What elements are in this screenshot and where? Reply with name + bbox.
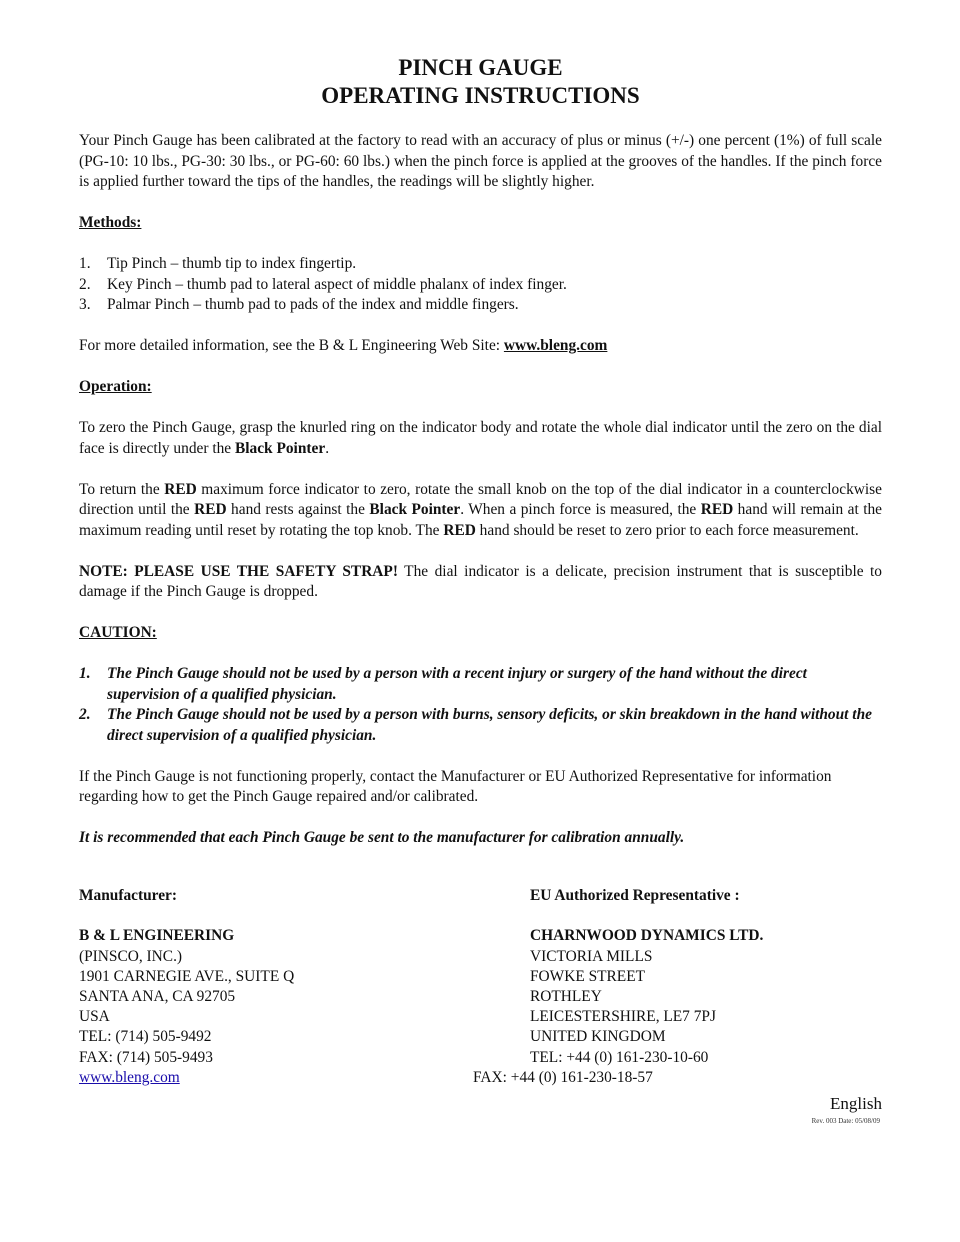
address-line: LEICESTERSHIRE, LE7 7PJ xyxy=(530,1008,716,1026)
address-line: UNITED KINGDOM xyxy=(530,1028,666,1046)
revision-date: Rev. 003 Date: 05/08/09 xyxy=(811,1117,880,1125)
list-item: 3. Palmar Pinch – thumb pad to pads of the index and middle fingers. xyxy=(79,296,519,313)
list-item: 1. Tip Pinch – thumb tip to index fingertip. xyxy=(79,255,357,272)
title-line-1: PINCH GAUGE xyxy=(398,55,563,80)
document-page xyxy=(79,54,882,849)
address-line: 1901 CARNEGIE AVE., SUITE Q xyxy=(79,967,295,985)
manufacturer-name: B & L ENGINEERING xyxy=(79,927,235,945)
address-line: VICTORIA MILLS xyxy=(530,947,653,965)
methods-heading: Methods: xyxy=(79,214,142,231)
intro-paragraph: Your Pinch Gauge has been calibrated at the factory to read with an accuracy of plus or minus (+/-) one percent (1%) of full scale (PG-10: 10 lbs., PG-30: 30 lbs., or PG-60: 60 lbs.) when the pinch force is applied at the grooves of the handles. If the pinch force is applied further toward the tips of the handles, the readings will be slightly higher. xyxy=(79,132,882,190)
methods-list xyxy=(79,254,882,316)
manufacturer-tel: TEL: (714) 505-9492 xyxy=(79,1028,212,1046)
address-line: USA xyxy=(79,1008,110,1026)
address-line: (PINSCO, INC.) xyxy=(79,947,183,965)
eu-rep-name: CHARNWOOD DYNAMICS LTD. xyxy=(530,927,764,945)
calibration-recommendation: It is recommended that each Pinch Gauge be sent to the manufacturer for calibration annually. xyxy=(79,829,685,846)
website-link[interactable]: www.bleng.com xyxy=(503,337,608,354)
manufacturer-fax: FAX: (714) 505-9493 xyxy=(79,1048,213,1066)
title-line-2: OPERATING INSTRUCTIONS xyxy=(321,83,640,108)
safety-note: NOTE: PLEASE USE THE SAFETY STRAP! The dial indicator is a delicate, precision instrument that is susceptible to damage if the Pinch Gauge is dropped. xyxy=(79,562,883,600)
manufacturer-label: Manufacturer: xyxy=(79,887,178,904)
caution-heading: CAUTION: xyxy=(79,624,157,641)
address-line: ROTHLEY xyxy=(530,988,602,1006)
list-item: 2. The Pinch Gauge should not be used by a person with burns, sensory deficits, or skin breakdown in the hand without the direct supervision of a qualified physician. xyxy=(79,706,872,744)
operation-paragraph-1: To zero the Pinch Gauge, grasp the knurled ring on the indicator body and rotate the whole dial indicator until the zero on the dial face is directly under the Black Pointer. xyxy=(79,419,882,457)
address-line: FOWKE STREET xyxy=(530,967,645,985)
list-item: 2. Key Pinch – thumb pad to lateral aspect of middle phalanx of index finger. xyxy=(79,275,567,293)
address-line: SANTA ANA, CA 92705 xyxy=(79,988,236,1006)
eu-rep-tel: TEL: +44 (0) 161-230-10-60 xyxy=(530,1048,709,1066)
list-item: 1. The Pinch Gauge should not be used by a person with a recent injury or surgery of the hand without the direct supervision of a qualified physician. xyxy=(79,665,807,703)
eu-rep-label: EU Authorized Representative : xyxy=(530,887,740,904)
manufacturer-website-link[interactable]: www.bleng.com xyxy=(79,1068,180,1086)
more-info-line: For more detailed information, see the B & L Engineering Web Site: www.bleng.com xyxy=(79,337,608,354)
manufacturer-block xyxy=(79,886,294,1088)
eu-representative-block xyxy=(473,886,764,1088)
eu-rep-fax: FAX: +44 (0) 161-230-18-57 xyxy=(473,1068,653,1086)
service-paragraph: If the Pinch Gauge is not functioning properly, contact the Manufacturer or EU Authorized Representative for information regarding how to get the Pinch Gauge repaired and/or calibrated. xyxy=(79,767,832,805)
caution-list xyxy=(79,664,882,746)
operation-paragraph-2: To return the RED maximum force indicator to zero, rotate the small knob on the top of the dial indicator in a counterclockwise direction until the RED hand rests against the Black Pointer. When a pinch force is measured, the RED hand will remain at the maximum reading until reset by rotating the top knob. The RED hand should be reset to zero prior to each force measurement. xyxy=(79,480,882,539)
language-label: English xyxy=(830,1094,882,1113)
operation-heading: Operation: xyxy=(79,378,152,395)
document-title xyxy=(79,54,882,110)
